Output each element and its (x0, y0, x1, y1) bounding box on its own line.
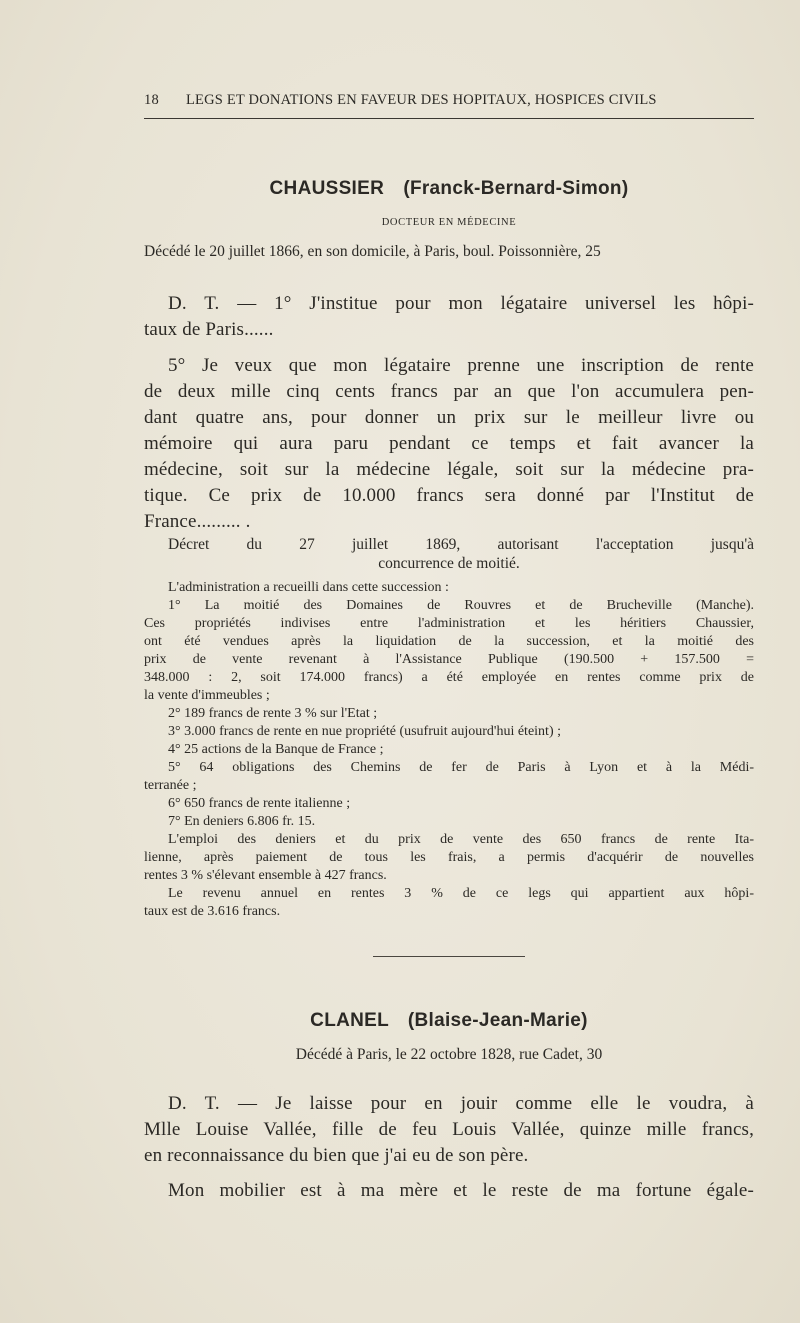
testament-line: mémoire qui aura paru pendant ce temps et fait avancer la (144, 433, 754, 454)
testament-line: taux de Paris...... (144, 319, 274, 340)
entry-death-note: Décédé le 20 juillet 1866, en son domicile, à Paris, boul. Poissonnière, 25 (144, 243, 601, 260)
admin-line: Le revenu annuel en rentes 3 % de ce legs qui appartient aux hôpi- (168, 886, 754, 901)
testament-line: 5° Je veux que mon légataire prenne une inscription de rente (168, 355, 754, 376)
entry-given-names: (Franck-Bernard-Simon) (403, 178, 629, 199)
admin-line: taux est de 3.616 francs. (144, 904, 281, 919)
admin-line: 5° 64 obligations des Chemins de fer de Paris à Lyon et à la Médi- (168, 760, 754, 775)
admin-line: 6° 650 francs de rente italienne ; (168, 796, 351, 811)
testament-line: tique. Ce prix de 10.000 francs sera donné par l'Institut de (144, 485, 754, 506)
entry-name: CHAUSSIER (269, 178, 385, 199)
entry-heading-clanel (144, 1010, 754, 1032)
admin-line: rentes 3 % s'élevant ensemble à 427 francs. (144, 868, 387, 883)
entry-death-note: Décédé à Paris, le 22 octobre 1828, rue Cadet, 30 (295, 1046, 603, 1063)
testament-line: Mlle Louise Vallée, fille de feu Louis Vallée, quinze mille francs, (144, 1119, 754, 1140)
testament-line: France......... . (144, 511, 251, 532)
testament-line: Mon mobilier est à ma mère et le reste de ma fortune égale- (168, 1180, 754, 1201)
testament-line: D. T. — Je laisse pour en jouir comme elle le voudra, à (168, 1093, 754, 1114)
admin-line: terranée ; (144, 778, 197, 793)
entry-given-names: (Blaise-Jean-Marie) (407, 1010, 588, 1031)
entry-name: CLANEL (310, 1010, 389, 1031)
running-head (144, 92, 754, 109)
admin-line: 1° La moitié des Domaines de Rouvres et de Brucheville (Manche). (168, 598, 754, 613)
testament-line: D. T. — 1° J'institue pour mon légataire universel les hôpi- (168, 293, 754, 314)
running-head-title: LEGS ET DONATIONS EN FAVEUR DES HOPITAUX, HOSPICES CIVILS (186, 92, 657, 108)
testament-line: en reconnaissance du bien que j'ai eu de son père. (144, 1145, 529, 1166)
admin-line: 2° 189 francs de rente 3 % sur l'Etat ; (168, 706, 378, 721)
admin-line: 348.000 : 2, soit 174.000 francs) a été employée en rentes comme prix de (144, 670, 754, 685)
admin-line: Ces propriétés indivises entre l'administration et les héritiers Chaussier, (144, 616, 754, 631)
entry-profession: DOCTEUR EN MÉDECINE (381, 217, 517, 228)
admin-line: ont été vendues après la liquidation de la succession, et la moitié des (144, 634, 754, 649)
admin-line: lienne, après paiement de tous les frais, a permis d'acquérir de nouvelles (144, 850, 754, 865)
entry-heading-chaussier (144, 178, 754, 200)
testament-line: dant quatre ans, pour donner un prix sur le meilleur livre ou (144, 407, 754, 428)
testament-line: médecine, soit sur la médecine légale, soit sur la médecine pra- (144, 459, 754, 480)
decree-line: Décret du 27 juillet 1869, autorisant l'acceptation jusqu'à (168, 536, 754, 553)
admin-line: la vente d'immeubles ; (144, 688, 270, 703)
admin-line: L'administration a recueilli dans cette succession : (168, 580, 449, 595)
section-separator (373, 956, 525, 957)
admin-line: 3° 3.000 francs de rente en nue propriété (usufruit aujourd'hui éteint) ; (168, 724, 561, 739)
testament-line: de deux mille cinq cents francs par an que l'on accumulera pen- (144, 381, 754, 402)
admin-line: 4° 25 actions de la Banque de France ; (168, 742, 384, 757)
header-rule (144, 118, 754, 119)
page-number: 18 (144, 92, 159, 108)
admin-line: L'emploi des deniers et du prix de vente des 650 francs de rente Ita- (168, 832, 754, 847)
admin-line: 7° En deniers 6.806 fr. 15. (168, 814, 316, 829)
decree-line: concurrence de moitié. (378, 555, 520, 572)
admin-line: prix de vente revenant à l'Assistance Publique (190.500 + 157.500 = (144, 652, 754, 667)
